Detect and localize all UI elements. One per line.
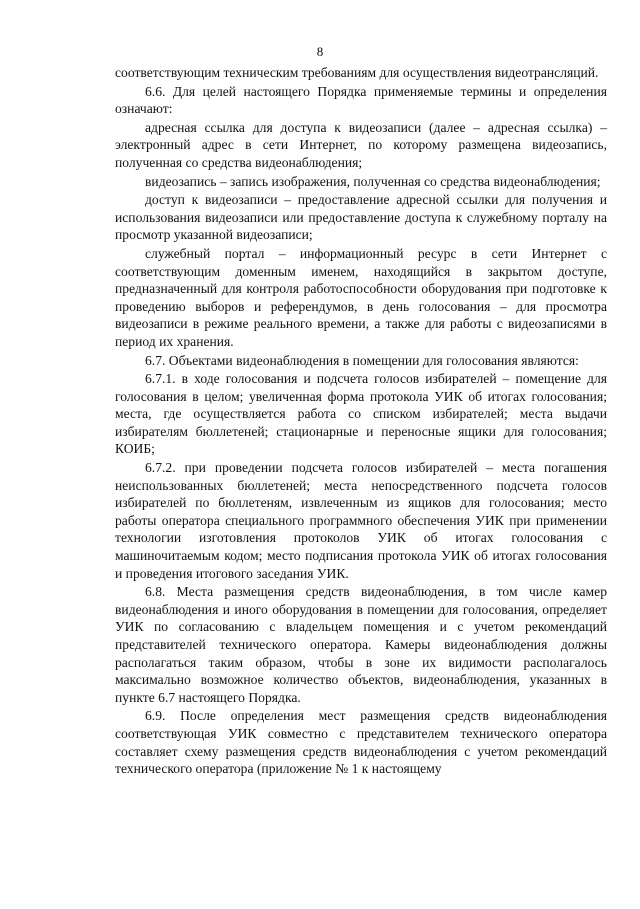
definition-video-access: доступ к видеозаписи – предоставление адресной ссылки для получения и использования видеозаписи или предоставление доступа к служебному порталу на просмотр указанной видеозаписи;	[115, 192, 607, 243]
paragraph-continuation: соответствующим техническим требованиям для осуществления видеотрансляций.	[115, 65, 599, 80]
definition-service-portal: служебный портал – информационный ресурс в сети Интернет с соответствующим доменным именем, находящийся в закрытом доступе, предназначенный для контроля работоспособности оборудования при подготовке к проведению выборов и референдумов, в день голосования – для просмотра видеозаписи в режиме реального времени, а также для работы с видеозаписями в период их хранения.	[115, 245, 607, 349]
definition-address-link: адресная ссылка для доступа к видеозаписи (далее – адресная ссылка) – электронный адрес в сети Интернет, по которому размещена видеозапись, полученная со средства видеонаблюдения;	[115, 119, 607, 170]
paragraph-6-6: 6.6. Для целей настоящего Порядка применяемые термины и определения означают:	[115, 83, 607, 117]
paragraph-6-8: 6.8. Места размещения средств видеонаблюдения, в том числе камер видеонаблюдения и иного оборудования в помещении для голосования, определяет УИК по согласованию с владельцем помещения и с учетом рекомендаций представителей технического оператора. Камеры видеонаблюдения должны располагаться таким образом, чтобы в зоне их видимости располагалось максимально возможное количество объектов, видеонаблюдения, указанных в пункте 6.7 настоящего Порядка.	[115, 584, 607, 705]
document-body	[115, 64, 607, 779]
page-number: 8	[316, 44, 324, 59]
paragraph-6-9: 6.9. После определения мест размещения средств видеонаблюдения соответствующая УИК совместно с представителем технического оператора составляет схему размещения средств видеонаблюдения с учетом рекомендаций технического оператора (приложение № 1 к настоящему	[115, 708, 607, 777]
paragraph-6-7: 6.7. Объектами видеонаблюдения в помещении для голосования являются:	[145, 352, 579, 368]
paragraph-6-7-2: 6.7.2. при проведении подсчета голосов избирателей – места погашения неиспользованных бюллетеней; места непосредственного подсчета голосов избирателей по бюллетеням, извлеченным из ящиков для голосования; место работы оператора специального программного обеспечения УИК при применении технологии изготовления протоколов УИК об итогах голосования с машиночитаемым кодом; место подписания протокола УИК об итогах голосования и проведения итогового заседания УИК.	[115, 460, 607, 581]
paragraph-6-7-1: 6.7.1. в ходе голосования и подсчета голосов избирателей – помещение для голосования в целом; увеличенная форма протокола УИК об итогах голосования; места, где осуществляется работа со списком избирателей; места выдачи избирателям бюллетеней; стационарные и переносные ящики для голосования; КОИБ;	[115, 371, 607, 457]
definition-video-record: видеозапись – запись изображения, полученная со средства видеонаблюдения;	[145, 173, 601, 189]
